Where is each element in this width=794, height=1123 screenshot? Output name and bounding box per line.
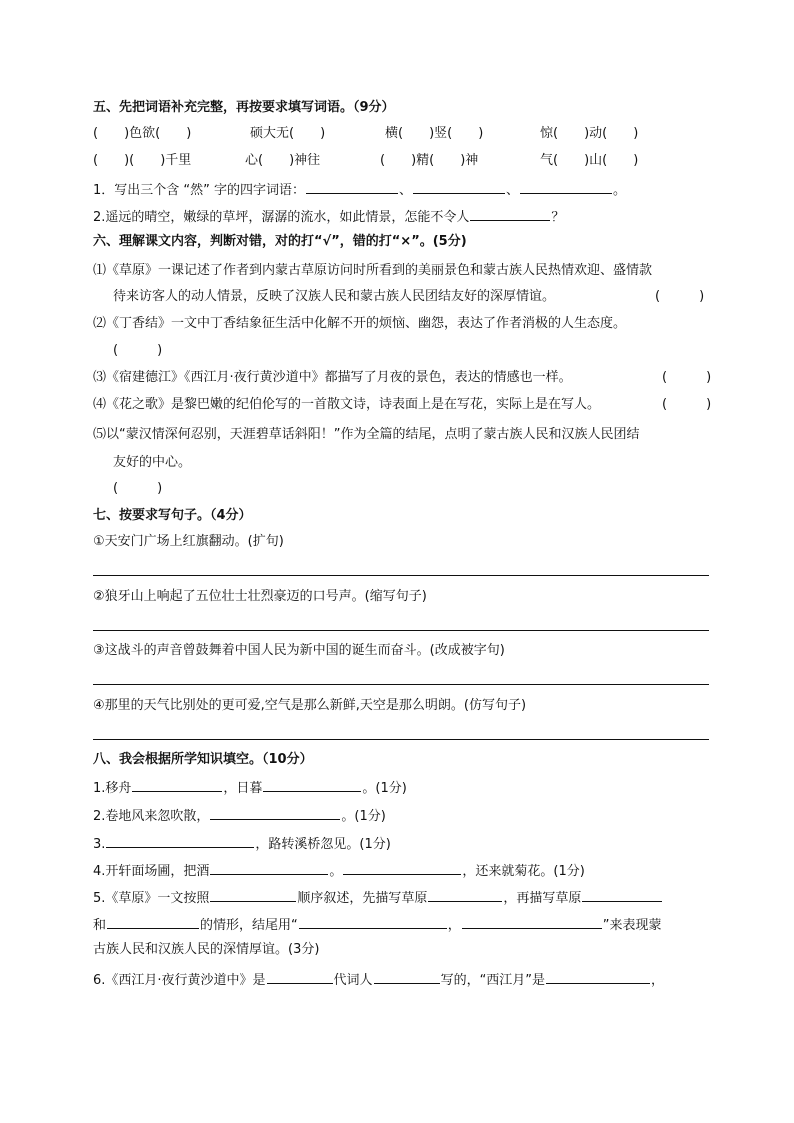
fill-item-1 [93, 777, 407, 798]
word-blank-8: 气( )山( ) [540, 153, 639, 168]
fill-text: 。 [329, 864, 343, 879]
fill-item-2 [93, 805, 386, 826]
answer-blank[interactable] [106, 833, 254, 848]
answer-blank[interactable] [582, 887, 662, 902]
judge-item-1-line2: 待来访客人的动人情景，反映了汉族人民和蒙古族人民团结友好的深厚情谊。 [113, 289, 556, 304]
answer-paren[interactable]: ( ) [662, 397, 712, 412]
answer-line[interactable] [93, 630, 709, 631]
section7-title: 七、按要求写句子。（4分） [93, 508, 252, 523]
fill-item-5-line2 [93, 914, 662, 935]
fill-text: ，还来就菊花。(1分) [462, 864, 585, 879]
fill-text: ，日暮 [223, 781, 263, 796]
fill-text: 和 [93, 918, 107, 933]
q1-sep: 、 [506, 183, 520, 198]
q2-end: ？ [551, 210, 565, 225]
fill-text: 。(1分) [341, 809, 386, 824]
fill-text: 1.移舟 [93, 781, 132, 796]
word-blank-7: ( )精( )神 [380, 153, 479, 168]
answer-blank[interactable] [546, 969, 650, 984]
answer-blank[interactable] [428, 887, 502, 902]
answer-line[interactable] [93, 575, 709, 576]
fill-text: 顺序叙述，先描写草原 [297, 891, 428, 906]
section5-q2 [93, 206, 564, 227]
answer-blank[interactable] [343, 860, 461, 875]
sentence-task-3: ③这战斗的声音曾鼓舞着中国人民为新中国的诞生而奋斗。(改成被字句) [93, 643, 505, 658]
fill-text: 。(1分) [362, 781, 407, 796]
q2-text: 2.遥远的晴空，嫩绿的草坪，潺潺的流水，如此情景，怎能不令人 [93, 210, 470, 225]
q1-end: 。 [613, 183, 627, 198]
fill-text: 2.卷地风来忽吹散， [93, 809, 210, 824]
answer-paren[interactable]: ( ) [655, 289, 705, 304]
word-blank-5: ( )( )千里 [93, 153, 192, 168]
fill-text: 的情形，结尾用“ [200, 918, 298, 933]
sentence-task-4: ④那里的天气比别处的更可爱,空气是那么新鲜,天空是那么明朗。(仿写句子) [93, 698, 527, 713]
answer-blank[interactable] [374, 969, 440, 984]
answer-blank[interactable] [267, 969, 333, 984]
word-blank-2: 硕大无( ) [250, 126, 326, 141]
answer-blank[interactable] [299, 914, 447, 929]
judge-item-5-line2: 友好的中心。 [113, 455, 192, 470]
fill-text: ， [447, 918, 461, 933]
q1-text: 1．写出三个含 “然” 字的四字词语： [93, 183, 306, 198]
section5-q1 [93, 179, 626, 200]
word-blank-1: ( )色欲( ) [93, 126, 192, 141]
fill-item-5-line1 [93, 887, 663, 908]
fill-text: 写的，“西江月”是 [440, 973, 546, 988]
judge-item-5-line1: ⑸以“蒙汉情深何忍别，天涯碧草话斜阳！”作为全篇的结尾，点明了蒙古族人民和汉族人民团结 [93, 427, 640, 442]
word-blank-4: 惊( )动( ) [540, 126, 639, 141]
judge-item-3: ⑶《宿建德江》《西江月·夜行黄沙道中》都描写了月夜的景色，表达的情感也一样。 [93, 370, 572, 385]
judge-item-2: ⑵《丁香结》一文中丁香结象征生活中化解不开的烦恼、幽怨，表达了作者消极的人生态度。 [93, 316, 627, 331]
sentence-task-1: ①天安门广场上红旗翻动。(扩句) [93, 534, 284, 549]
fill-item-3 [93, 833, 391, 854]
sentence-task-2: ②狼牙山上响起了五位壮士壮烈豪迈的口号声。(缩写句子) [93, 589, 427, 604]
judge-item-4: ⑷《花之歌》是黎巴嫩的纪伯伦写的一首散文诗，诗表面上是在写花，实际上是在写人。 [93, 397, 601, 412]
fill-item-5-line3: 古族人民和汉族人民的深情厚谊。(3分) [93, 942, 320, 957]
fill-text: 3. [93, 837, 106, 852]
answer-blank[interactable] [306, 179, 398, 194]
fill-text: ，路转溪桥忽见 [255, 837, 347, 852]
judge-item-1-line1: ⑴《草原》一课记述了作者到内蒙古草原访问时所看到的美丽景色和蒙古族人民热情欢迎、盛情款 [93, 263, 653, 278]
answer-blank[interactable] [210, 887, 296, 902]
fill-text: 6.《西江月·夜行黄沙道中》是 [93, 973, 266, 988]
answer-blank[interactable] [263, 777, 361, 792]
fill-text: ， [651, 973, 665, 988]
fill-text: 4.开轩面场圃，把酒 [93, 864, 210, 879]
answer-paren[interactable]: ( ) [113, 343, 163, 358]
answer-blank[interactable] [107, 914, 199, 929]
fill-text: ，再描写草原 [503, 891, 582, 906]
fill-text: ”来表现蒙 [602, 918, 662, 933]
fill-text: 。(1分) [346, 837, 391, 852]
answer-blank[interactable] [132, 777, 222, 792]
answer-blank[interactable] [520, 179, 612, 194]
answer-paren[interactable]: ( ) [662, 370, 712, 385]
answer-line[interactable] [93, 739, 709, 740]
word-blank-6: 心( )神往 [245, 153, 321, 168]
answer-blank[interactable] [462, 914, 602, 929]
fill-text: 5.《草原》一文按照 [93, 891, 210, 906]
fill-text: 代词人 [333, 973, 373, 988]
answer-blank[interactable] [210, 860, 328, 875]
section6-title: 六、理解课文内容，判断对错，对的打“√”，错的打“×”。(5分) [93, 234, 467, 249]
section5-title: 五、先把词语补充完整，再按要求填写词语。（9分） [93, 100, 395, 115]
section8-title: 八、我会根据所学知识填空。（10分） [93, 752, 313, 767]
answer-line[interactable] [93, 684, 709, 685]
word-blank-3: 横( )竖( ) [385, 126, 484, 141]
answer-paren[interactable]: ( ) [113, 481, 163, 496]
answer-blank[interactable] [470, 206, 550, 221]
fill-item-4 [93, 860, 585, 881]
answer-blank[interactable] [210, 805, 340, 820]
q1-sep: 、 [399, 183, 413, 198]
fill-item-6 [93, 969, 664, 990]
answer-blank[interactable] [413, 179, 505, 194]
